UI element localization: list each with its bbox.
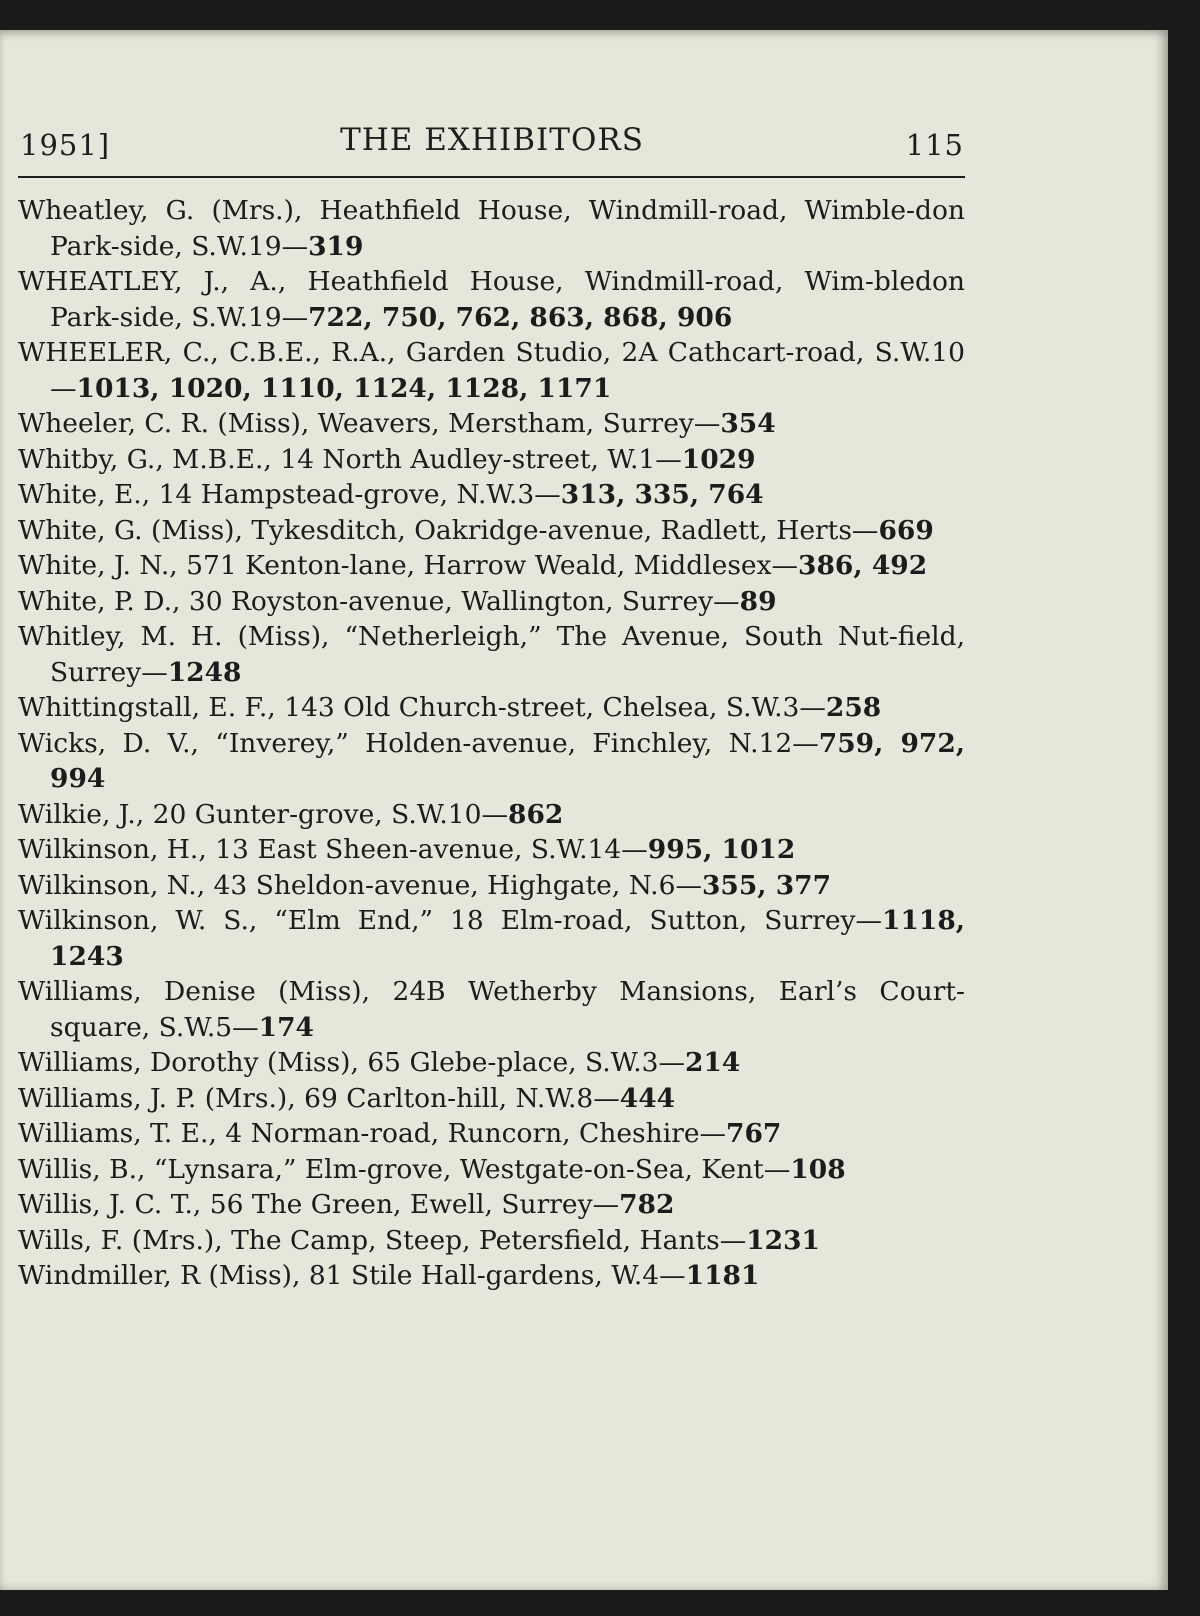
page-number: 115 (905, 128, 964, 162)
book-page (0, 30, 1168, 1590)
list-item: Wheatley, G. (Mrs.), Heathfield House, Windmill-road, Wimble-don Park-side, S.W.19—319 (18, 195, 965, 262)
catalogue-numbers: 862 (508, 798, 564, 830)
catalogue-numbers: 722, 750, 762, 863, 868, 906 (308, 301, 733, 333)
catalogue-numbers: 386, 492 (798, 550, 928, 581)
list-item: Whitley, M. H. (Miss), “Netherleigh,” The Avenue, South Nut-field, Surrey—1248 (18, 621, 965, 688)
list-item: Wills, F. (Mrs.), The Camp, Steep, Petersfield, Hants—1231 (18, 1224, 820, 1256)
list-item: White, E., 14 Hampstead-grove, N.W.3—313, 335, 764 (18, 479, 764, 510)
list-item: White, G. (Miss), Tykesditch, Oakridge-avenue, Radlett, Herts—669 (18, 514, 934, 546)
list-item: Wicks, D. V., “Inverey,” Holden-avenue, Finchley, N.12—759, 972, 994 (18, 727, 965, 794)
catalogue-numbers: 1118, 1243 (50, 905, 965, 972)
catalogue-numbers: 767 (726, 1118, 782, 1149)
list-item: Windmiller, R (Miss), 81 Stile Hall-gardens, W.4—1181 (18, 1260, 760, 1291)
catalogue-numbers: 995, 1012 (647, 834, 796, 865)
catalogue-numbers: 319 (308, 230, 364, 262)
catalogue-numbers: 782 (619, 1189, 675, 1220)
list-item: Wheeler, C. R. (Miss), Weavers, Merstham, Surrey—354 (18, 408, 776, 439)
catalogue-numbers: 174 (258, 1011, 314, 1043)
catalogue-numbers: 444 (619, 1082, 676, 1114)
catalogue-numbers: 1013, 1020, 1110, 1124, 1128, 1171 (76, 372, 612, 404)
list-item: Willis, J. C. T., 56 The Green, Ewell, Surrey—782 (18, 1189, 675, 1220)
catalogue-numbers: 1181 (685, 1260, 760, 1291)
catalogue-numbers: 313, 335, 764 (560, 479, 764, 510)
catalogue-numbers: 89 (739, 585, 777, 617)
catalogue-numbers: 669 (878, 514, 934, 546)
catalogue-numbers: 108 (790, 1153, 846, 1185)
header-rule (18, 176, 965, 178)
list-item: Williams, T. E., 4 Norman-road, Runcorn, Cheshire—767 (18, 1118, 782, 1149)
header-year: 1951] (20, 128, 111, 162)
catalogue-numbers: 1231 (746, 1224, 820, 1256)
catalogue-numbers: 1248 (167, 656, 242, 688)
running-header (20, 122, 964, 162)
list-item: Wilkinson, W. S., “Elm End,” 18 Elm-road, Sutton, Surrey—1118, 1243 (18, 905, 965, 972)
list-item: White, J. N., 571 Kenton-lane, Harrow Weald, Middlesex—386, 492 (18, 550, 928, 581)
catalogue-numbers: 354 (720, 408, 776, 439)
catalogue-numbers: 1029 (681, 443, 756, 475)
list-item: WHEELER, C., C.B.E., R.A., Garden Studio, 2A Cathcart-road, S.W.10—1013, 1020, 1110, 1124, 1128, 1171 (18, 337, 965, 404)
catalogue-numbers: 214 (685, 1047, 741, 1078)
list-item: Williams, J. P. (Mrs.), 69 Carlton-hill, N.W.8—444 (18, 1082, 676, 1114)
list-item: Wilkinson, H., 13 East Sheen-avenue, S.W.14—995, 1012 (18, 834, 796, 865)
exhibitor-list (18, 193, 965, 1294)
list-item: Whitby, G., M.B.E., 14 North Audley-street, W.1—1029 (18, 443, 756, 475)
list-item: White, P. D., 30 Royston-avenue, Wallington, Surrey—89 (18, 585, 777, 617)
list-item: Willis, B., “Lynsara,” Elm-grove, Westgate-on-Sea, Kent—108 (18, 1153, 846, 1185)
list-item: Williams, Dorothy (Miss), 65 Glebe-place, S.W.3—214 (18, 1047, 741, 1078)
catalogue-numbers: 258 (825, 692, 882, 723)
catalogue-numbers: 355, 377 (701, 869, 832, 901)
list-item: WHEATLEY, J., A., Heathfield House, Windmill-road, Wim-bledon Park-side, S.W.19—722, 750, 762, 863, 868, 906 (18, 266, 965, 333)
page-title: THE EXHIBITORS (340, 122, 644, 158)
catalogue-numbers: 759, 972, 994 (50, 727, 965, 794)
list-item: Wilkie, J., 20 Gunter-grove, S.W.10—862 (18, 798, 564, 830)
list-item: Williams, Denise (Miss), 24B Wetherby Mansions, Earl’s Court-square, S.W.5—174 (18, 976, 965, 1043)
list-item: Wilkinson, N., 43 Sheldon-avenue, Highgate, N.6—355, 377 (18, 869, 832, 901)
list-item: Whittingstall, E. F., 143 Old Church-street, Chelsea, S.W.3—258 (18, 692, 882, 723)
